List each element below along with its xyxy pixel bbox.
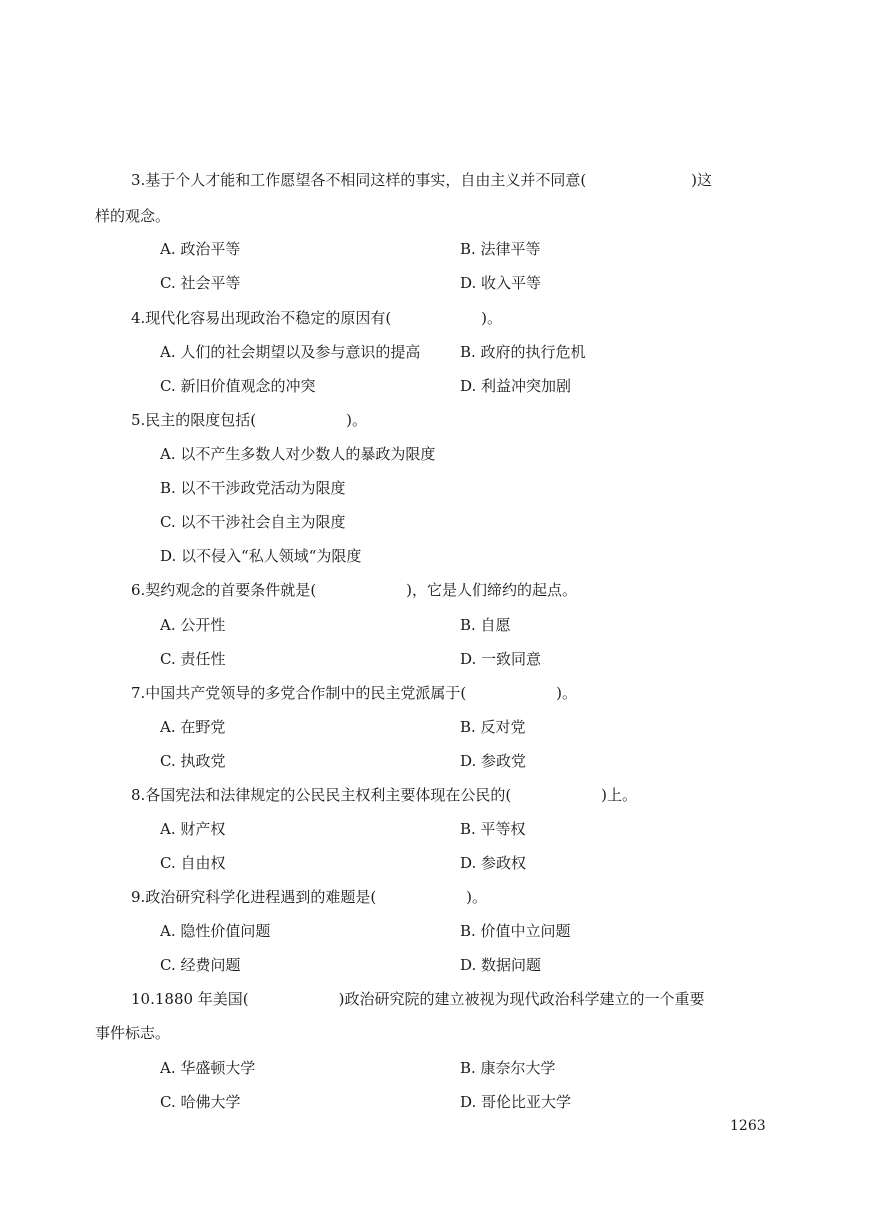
question-3-stem-cont: 样的观念。 — [95, 207, 171, 225]
question-8-option-c: C. 自由权 — [160, 854, 226, 872]
question-5-option-c: C. 以不干涉社会自主为限度 — [160, 513, 346, 531]
question-9-option-c: C. 经费问题 — [160, 956, 241, 974]
question-4-option-c: C. 新旧价值观念的冲突 — [160, 377, 316, 395]
question-6-option-c: C. 责任性 — [160, 650, 226, 668]
question-10-option-d: D. 哥伦比亚大学 — [460, 1093, 572, 1111]
question-6-option-a: A. 公开性 — [160, 616, 226, 634]
question-4-stem: 4.现代化容易出现政治不稳定的原因有( )。 — [131, 309, 503, 327]
page-number: 1263 — [730, 1118, 766, 1134]
question-10-option-c: C. 哈佛大学 — [160, 1093, 241, 1111]
question-4-option-d: D. 利益冲突加剧 — [460, 377, 572, 395]
question-3-option-c: C. 社会平等 — [160, 274, 241, 292]
question-5-option-d: D. 以不侵入“私人领域“为限度 — [160, 547, 362, 565]
question-7-option-c: C. 执政党 — [160, 752, 226, 770]
question-3-option-b: B. 法律平等 — [460, 240, 541, 258]
question-9-option-a: A. 隐性价值问题 — [160, 922, 271, 940]
question-7-option-a: A. 在野党 — [160, 718, 226, 736]
question-9-stem: 9.政治研究科学化进程遇到的难题是( )。 — [131, 888, 488, 906]
question-4-option-a: A. 人们的社会期望以及参与意识的提高 — [160, 343, 421, 361]
question-3-option-a: A. 政治平等 — [160, 240, 241, 258]
question-9-option-d: D. 数据问题 — [460, 956, 542, 974]
question-8-option-a: A. 财产权 — [160, 820, 226, 838]
question-6-option-d: D. 一致同意 — [460, 650, 542, 668]
question-10-option-a: A. 华盛顿大学 — [160, 1059, 256, 1077]
question-8-option-b: B. 平等权 — [460, 820, 526, 838]
question-10-stem-cont: 事件标志。 — [95, 1024, 171, 1042]
question-4-option-b: B. 政府的执行危机 — [460, 343, 586, 361]
question-8-option-d: D. 参政权 — [460, 854, 527, 872]
question-9-option-b: B. 价值中立问题 — [460, 922, 571, 940]
question-5-option-a: A. 以不产生多数人对少数人的暴政为限度 — [160, 445, 436, 463]
question-5-option-b: B. 以不干涉政党活动为限度 — [160, 479, 346, 497]
question-6-stem: 6.契约观念的首要条件就是( )，它是人们缔约的起点。 — [131, 581, 578, 599]
question-10-stem: 10.1880 年美国( )政治研究院的建立被视为现代政治科学建立的一个重要 — [131, 990, 705, 1008]
question-6-option-b: B. 自愿 — [460, 616, 511, 634]
question-3-option-d: D. 收入平等 — [460, 274, 542, 292]
question-8-stem: 8.各国宪法和法律规定的公民民主权利主要体现在公民的( )上。 — [131, 786, 638, 804]
question-7-option-d: D. 参政党 — [460, 752, 527, 770]
question-3-stem: 3.基于个人才能和工作愿望各不相同这样的事实，自由主义并不同意( )这 — [131, 171, 713, 189]
question-7-stem: 7.中国共产党领导的多党合作制中的民主党派属于( )。 — [131, 684, 578, 702]
question-7-option-b: B. 反对党 — [460, 718, 526, 736]
question-10-option-b: B. 康奈尔大学 — [460, 1059, 556, 1077]
question-5-stem: 5.民主的限度包括( )。 — [131, 411, 368, 429]
